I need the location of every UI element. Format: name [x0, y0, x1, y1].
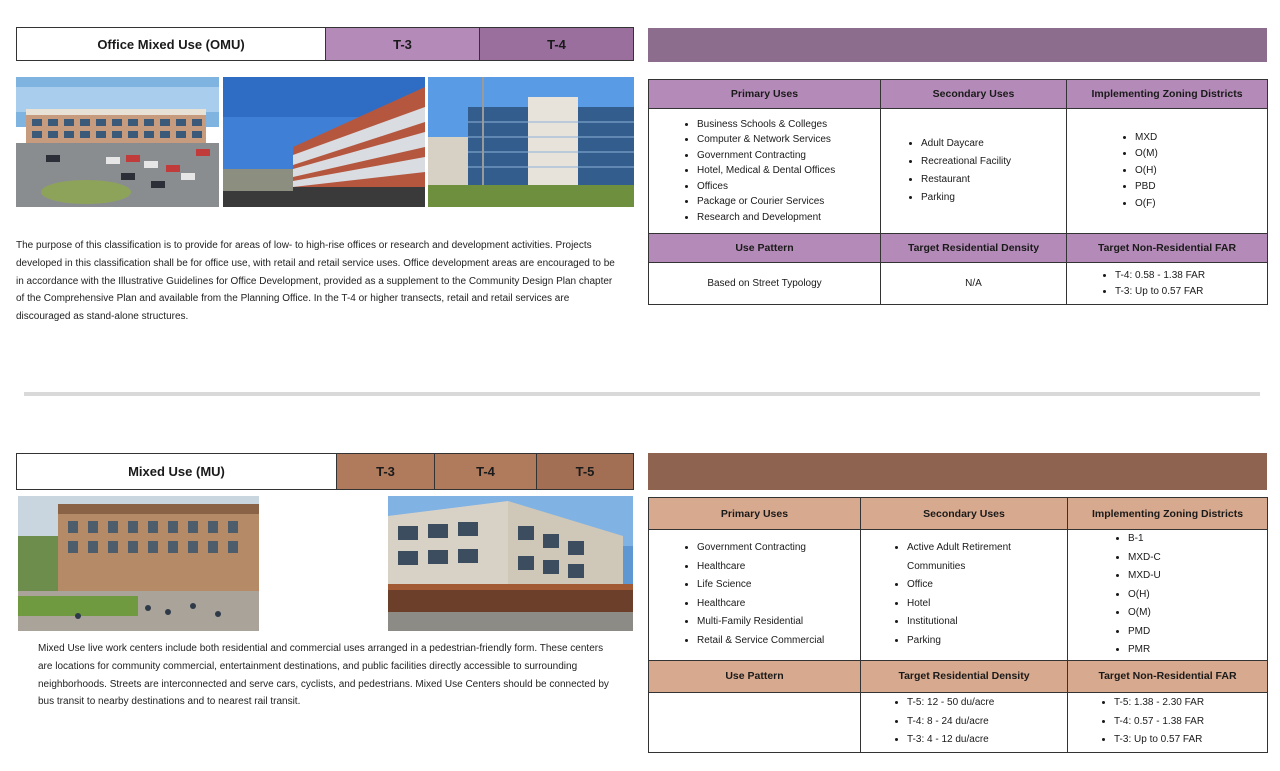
- list-item: • Recreational Facility: [921, 153, 1066, 171]
- omu-zoning-list: [1067, 130, 1267, 213]
- list-item: • Institutional: [907, 613, 1059, 632]
- list-item: • Package or Courier Services: [697, 194, 880, 210]
- omu-zoning-cell: [1067, 109, 1268, 234]
- omu-transect-t3: T-3: [326, 28, 480, 60]
- omu-color-band: [648, 28, 1267, 62]
- list-item: • T-5: 12 - 50 du/acre: [907, 694, 1067, 713]
- mu-transect-t5: T-5: [537, 454, 633, 489]
- list-item: • T-4: 0.58 - 1.38 FAR: [1115, 268, 1267, 284]
- mu-th-residential-density: Target Residential Density: [861, 660, 1068, 692]
- list-item: • T-3: 4 - 12 du/acre: [907, 731, 1067, 750]
- omu-th-use-pattern: Use Pattern: [649, 234, 881, 263]
- mu-th-secondary-uses: Secondary Uses: [861, 498, 1068, 530]
- list-item: • Life Science: [697, 576, 860, 595]
- list-item: • Parking: [907, 632, 1059, 651]
- list-item: • Restaurant: [921, 171, 1066, 189]
- mu-th-primary-uses: Primary Uses: [649, 498, 861, 530]
- mu-far-cell: [1068, 692, 1268, 752]
- mu-description: Mixed Use live work centers include both residential and commercial uses arranged in a pedestrian-friendly form. These centers are locations for community commercial, entertainment destinations, and public facilities directly accessible to surrounding neighborhoods. Streets are interconnected and serve cars, cyclists, and pedestrians. Mixed Use Centers should be connected by bus transit to nearby destinations and to nearest rail transit.: [38, 643, 609, 708]
- list-item: • B-1: [1128, 530, 1267, 549]
- list-item: • PMD: [1128, 623, 1267, 642]
- list-item: • O(H): [1128, 586, 1267, 605]
- mu-density-list: [861, 694, 1067, 750]
- mu-title: Mixed Use (MU): [17, 454, 337, 489]
- mu-th-non-residential-far: Target Non-Residential FAR: [1068, 660, 1268, 692]
- mu-photo-plaza-rendering: [18, 496, 259, 631]
- omu-photo-office-parking: [16, 77, 219, 207]
- mu-color-band: [648, 453, 1267, 490]
- list-item: • MXD-C: [1128, 549, 1267, 568]
- omu-title: Office Mixed Use (OMU): [17, 28, 326, 60]
- list-item: • T-4: 8 - 24 du/acre: [907, 713, 1067, 732]
- omu-th-residential-density: Target Residential Density: [881, 234, 1067, 263]
- omu-far-cell: [1067, 263, 1268, 305]
- omu-use-pattern-value: Based on Street Typology: [649, 263, 881, 305]
- section-divider: [24, 392, 1260, 396]
- list-item: • Office: [907, 576, 1059, 595]
- omu-far-list: [1067, 268, 1267, 299]
- list-item: • MXD: [1135, 130, 1267, 147]
- omu-secondary-uses-list: [881, 135, 1066, 207]
- list-item: • T-3: Up to 0.57 FAR: [1114, 731, 1267, 750]
- omu-photo-glass-office: [428, 77, 634, 207]
- omu-th-secondary-uses: Secondary Uses: [881, 80, 1067, 109]
- omu-description: The purpose of this classification is to provide for areas of low- to high-rise offices or research and development activities. Projects developed in this classification shall be for office use, with retail and retail service uses. Office development areas are encouraged to be in accordance with the Illustrative Guidelines for Office Development, provided as a supplement to the Community Design Plan chapter of the Comprehensive Plan and available from the Planning Office. In the T-4 or higher transects, retail and retail services are discouraged as stand-alone structures.: [16, 240, 615, 323]
- list-item: • MXD-U: [1128, 567, 1267, 586]
- mu-density-cell: [861, 692, 1068, 752]
- list-item: • Research and Development: [697, 210, 880, 226]
- list-item: • T-4: 0.57 - 1.38 FAR: [1114, 713, 1267, 732]
- omu-th-non-residential-far: Target Non-Residential FAR: [1067, 234, 1268, 263]
- mu-primary-uses-cell: [649, 530, 861, 661]
- mu-secondary-uses-cell: [861, 530, 1068, 661]
- mu-header-bar: [16, 453, 634, 490]
- omu-th-primary-uses: Primary Uses: [649, 80, 881, 109]
- mu-photo-corner-building: [388, 496, 633, 631]
- list-item: • Active Adult Retirement Communities: [907, 539, 1059, 576]
- omu-header-bar: [16, 27, 634, 61]
- omu-transect-t4: T-4: [480, 28, 633, 60]
- list-item: • Offices: [697, 179, 880, 195]
- mu-secondary-uses-list: [861, 539, 1067, 650]
- list-item: • PMR: [1128, 641, 1267, 660]
- list-item: • O(M): [1128, 604, 1267, 623]
- list-item: • Multi-Family Residential: [697, 613, 860, 632]
- mu-zoning-cell: [1068, 530, 1268, 661]
- list-item: • Government Contracting: [697, 539, 860, 558]
- mu-transect-t3: T-3: [337, 454, 435, 489]
- mu-uses-table: [648, 497, 1268, 753]
- list-item: • T-3: Up to 0.57 FAR: [1115, 284, 1267, 300]
- list-item: • Retail & Service Commercial: [697, 632, 860, 651]
- mu-zoning-list: [1068, 530, 1267, 660]
- mu-th-use-pattern: Use Pattern: [649, 660, 861, 692]
- omu-primary-uses-list: [649, 117, 880, 226]
- omu-density-value: N/A: [881, 263, 1067, 305]
- list-item: • Hotel: [907, 595, 1059, 614]
- mu-primary-uses-list: [649, 539, 860, 650]
- list-item: • Healthcare: [697, 595, 860, 614]
- list-item: • Parking: [921, 189, 1066, 207]
- mu-transect-t4: T-4: [435, 454, 537, 489]
- list-item: • Hotel, Medical & Dental Offices: [697, 163, 880, 179]
- mu-th-zoning-districts: Implementing Zoning Districts: [1068, 498, 1268, 530]
- list-item: • Business Schools & Colleges: [697, 117, 880, 133]
- mu-far-list: [1068, 694, 1267, 750]
- omu-uses-table: [648, 79, 1268, 305]
- list-item: • O(H): [1135, 163, 1267, 180]
- list-item: • O(F): [1135, 196, 1267, 213]
- list-item: • Adult Daycare: [921, 135, 1066, 153]
- list-item: • T-5: 1.38 - 2.30 FAR: [1114, 694, 1267, 713]
- list-item: • PBD: [1135, 179, 1267, 196]
- list-item: • O(M): [1135, 146, 1267, 163]
- list-item: • Computer & Network Services: [697, 132, 880, 148]
- omu-primary-uses-cell: [649, 109, 881, 234]
- omu-th-zoning-districts: Implementing Zoning Districts: [1067, 80, 1268, 109]
- list-item: • Healthcare: [697, 558, 860, 577]
- mu-use-pattern-value: [649, 692, 861, 752]
- omu-photo-brick-office: [223, 77, 425, 207]
- list-item: • Government Contracting: [697, 148, 880, 164]
- omu-secondary-uses-cell: [881, 109, 1067, 234]
